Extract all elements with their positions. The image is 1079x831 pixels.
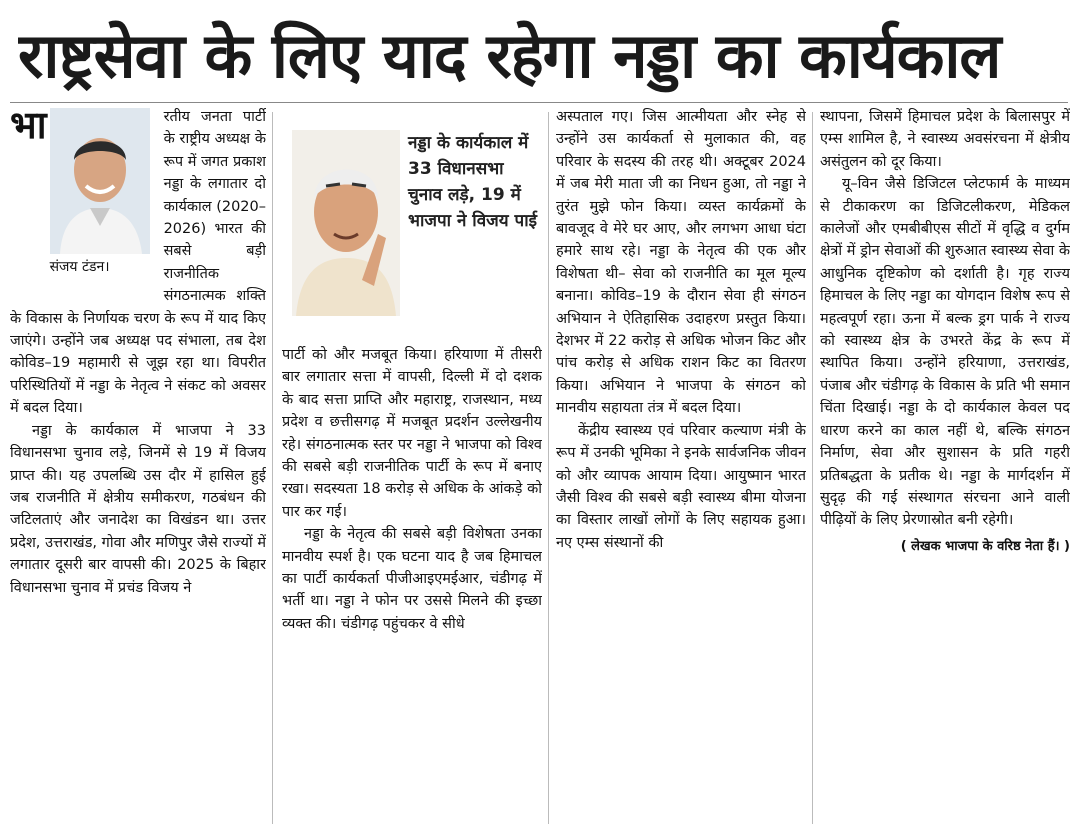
headline: राष्ट्रसेवा के लिए याद रहेगा नड्डा का कार्यकाल [18, 19, 1001, 92]
col4-paragraph-1: स्थापना, जिसमें हिमाचल प्रदेश के बिलासपुर में एम्स शामिल है, ने स्वास्थ्य अवसंरचना में क्षेत्रीय असंतुलन को दूर किया। [820, 109, 1070, 170]
column-divider [812, 112, 813, 824]
author-photo-block [50, 108, 156, 284]
article-column-2 [282, 106, 542, 826]
col3-paragraph-1: अस्पताल गए। जिस आत्मीयता और स्नेह से उन्होंने उस कार्यकर्ता से मुलाकात की, वह परिवार के सदस्य की तरह थी। अक्टूबर 2024 में जब मेरी माता जी का निधन हुआ, तो नड्डा ने तुरंत मुझे फोन किया। व्यस्त कार्यक्रमों के बावजूद वे मेरे घर आए, और लगभग आधा घंटा हमारे साथ रहे। नड्डा के नेतृत्व की एक और विशेषता थी– सेवा को राजनीति का मूल मूल्य बनाना। कोविड–19 के दौरान सेवा ही संगठन अभियान ने ऐतिहासिक उदाहरण प्रस्तुत किया। देशभर में 22 करोड़ से अधिक भोजन किट और पांच करोड़ से अधिक राशन किट का वितरण किया। अभियान ने भाजपा के संगठन को मानवीय सहायता तंत्र में बदल दिया। [556, 109, 806, 417]
col4-paragraph-2: यू–विन जैसे डिजिटल प्लेटफार्म के माध्यम से टीकाकरण का डिजिटलीकरण, मेडिकल कालेजों और एमबीबीएस सीटों में वृद्धि व दुर्गम क्षेत्रों में ड्रोन सेवाओं की शुरुआत स्वास्थ्य सेवा के आधुनिक दृष्टिकोण को दर्शाती है। गृह राज्य हिमाचल के लिए नड्डा का योगदान विशेष रूप से महत्वपूर्ण रहा। ऊना में बल्क ड्रग पार्क ने राज्य को स्वास्थ्य क्षेत्र के उभरते केंद्र के रूप में स्थापित किया। उन्होंने हरियाणा, उत्तराखंड, पंजाब और चंडीगढ़ के विकास के प्रति भी समान चिंता दिखाई। नड्डा के दो कार्यकाल केवल पद धारण करने का काल नहीं थे, बल्कि संगठन निर्माण, सेवा और सुशासन के प्रति गहरी प्रतिबद्धता के प्रतीक थे। नड्डा के मार्गदर्शन में सुदृढ़ की गई संस्थागत संरचना आने वाली पीढ़ियों के लिए प्रेरणास्रोत बनी रहेगी। [820, 176, 1070, 529]
article-column-4 [820, 106, 1070, 826]
col2-paragraph-2: नड्डा के नेतृत्व की सबसे बड़ी विशेषता उनका मानवीय स्पर्श है। एक घटना याद है जब हिमाचल का पार्टी कार्यकर्ता पीजीआइएमईआर, चंडीगढ़ में भर्ती था। नड्डा ने फोन पर उससे मिलने की इच्छा व्यक्त की। चंडीगढ़ पहुंचकर वे सीधे [282, 526, 542, 632]
author-photo [50, 108, 150, 254]
article-column-1 [10, 106, 266, 826]
author-note: ( लेखक भाजपा के वरिष्ठ नेता हैं। ) [900, 538, 1070, 554]
col2-paragraph-1: पार्टी को और मजबूत किया। हरियाणा में तीसरी बार लगातार सत्ता में वापसी, दिल्ली में दो दशक के बाद सत्ता प्राप्ति और महाराष्ट्र, राजस्थान, मध्य प्रदेश व छत्तीसगढ़ में मजबूत प्रदर्शन उल्लेखनीय रहे। संगठनात्मक स्तर पर नड्डा ने भाजपा को विश्व की सबसे बड़ी राजनीतिक पार्टी के रूप में बनाए रखा। सदस्यता 18 करोड़ से अधिक के आंकड़े को पार कर गई। [282, 347, 542, 520]
article-column-3 [556, 106, 806, 826]
col1-lead-text: रतीय जनता पार्टी के राष्ट्रीय अध्यक्ष के रूप में जगत प्रकाश नड्डा के लगातार दो कार्यकाल (2020–2026) भारत की सबसे बड़ी राजनीतिक संगठनात्मक शक्ति के विकास के निर्णायक चरण के रूप में याद किए जाएंगे। उन्होंने जब अध्यक्ष पद संभाला, तब देश कोविड–19 महामारी से जूझ रहा था। विपरीत परिस्थितियों में नड्डा के नेतृत्व ने संकट को अवसर में बदल दिया। [10, 109, 266, 417]
drop-cap: भा [10, 106, 47, 147]
col3-paragraph-2: केंद्रीय स्वास्थ्य एवं परिवार कल्याण मंत्री के रूप में उनकी भूमिका ने इनके सार्वजनिक जीवन को और व्यापक आयाम दिया। आयुष्मान भारत जैसी विश्व की सबसे बड़ी स्वास्थ्य बीमा योजना का विस्तार लाखों लोगों के लिए सहायक हुआ। नए एम्स संस्थानों की [556, 422, 806, 551]
column-divider [548, 112, 549, 824]
headline-rule [10, 102, 1068, 103]
inset-text: नड्डा के कार्यकाल में 33 विधानसभा चुनाव लड़े, 19 में भाजपा ने विजय पाई [408, 133, 537, 231]
col1-paragraph-2: नड्डा के कार्यकाल में भाजपा ने 33 विधानसभा चुनाव लड़े, जिनमें से 19 में विजय प्राप्त की। यह उपलब्धि उस दौर में हासिल हुई जब राजनीति में क्षेत्रीय समीकरण, गठबंधन की जटिलताएं और जनादेश का विखंडन था। उत्तर प्रदेश, उत्तराखंड, गोवा और मणिपुर जैसे राज्यों में लगातार दूसरी बार वापसी की। 2025 के बिहार विधानसभा चुनाव में प्रचंड विजय ने [10, 422, 266, 596]
author-name: संजय टंडन। [49, 259, 110, 275]
column-divider [272, 112, 273, 824]
